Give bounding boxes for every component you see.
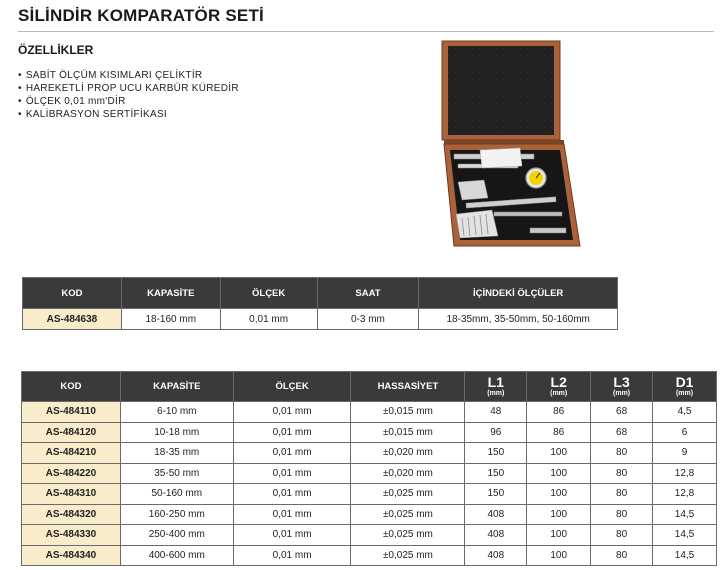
feature-item: • HAREKETLİ PROP UCU KARBÜR KÜREDİR bbox=[18, 82, 239, 95]
feature-item: • SABİT ÖLÇÜM KISIMLARI ÇELİKTİR bbox=[18, 69, 239, 82]
header-d1-unit: (mm) bbox=[675, 390, 694, 397]
header-l3 bbox=[591, 372, 653, 402]
table-row bbox=[22, 504, 717, 525]
cell-l2: 100 bbox=[527, 484, 591, 505]
cell-code: AS-484220 bbox=[22, 463, 121, 484]
cell-d1: 12,8 bbox=[653, 484, 717, 505]
table-row bbox=[22, 525, 717, 546]
cell-l3: 80 bbox=[591, 463, 653, 484]
header-kod: KOD bbox=[23, 278, 122, 309]
header-icindeki-olculer: İÇİNDEKİ ÖLÇÜLER bbox=[419, 278, 618, 309]
cell-kapasite: 18-35 mm bbox=[120, 443, 233, 464]
cell-l3: 80 bbox=[591, 443, 653, 464]
header-olcek: ÖLÇEK bbox=[233, 372, 351, 402]
cell-olcek: 0,01 mm bbox=[233, 504, 351, 525]
cell-d1: 12,8 bbox=[653, 463, 717, 484]
feature-item: • ÖLÇEK 0,01 mm'DİR bbox=[18, 95, 239, 108]
header-kapasite: KAPASİTE bbox=[120, 372, 233, 402]
cell-kapasite: 18-160 mm bbox=[121, 309, 220, 330]
header-l3-label: L3 bbox=[613, 374, 630, 390]
cell-olcek: 0,01 mm bbox=[233, 525, 351, 546]
features-list bbox=[18, 69, 239, 121]
table-row bbox=[22, 545, 717, 566]
cell-d1: 14,5 bbox=[653, 545, 717, 566]
set-summary-table bbox=[22, 277, 618, 330]
cell-kapasite: 250-400 mm bbox=[120, 525, 233, 546]
table-header-row bbox=[22, 372, 717, 402]
cell-l2: 86 bbox=[527, 402, 591, 423]
header-l2-unit: (mm) bbox=[550, 390, 568, 397]
table-row bbox=[22, 484, 717, 505]
header-l2-label: L2 bbox=[550, 374, 567, 390]
cell-hassasiyet: ±0,020 mm bbox=[351, 463, 465, 484]
cell-olcek: 0,01 mm bbox=[220, 309, 317, 330]
cell-d1: 6 bbox=[653, 422, 717, 443]
cell-olcek: 0,01 mm bbox=[233, 463, 351, 484]
cell-olcek: 0,01 mm bbox=[233, 484, 351, 505]
cell-l2: 100 bbox=[527, 443, 591, 464]
cell-d1: 9 bbox=[653, 443, 717, 464]
cell-hassasiyet: ±0,025 mm bbox=[351, 545, 465, 566]
cell-l3: 80 bbox=[591, 504, 653, 525]
cell-code: AS-484320 bbox=[22, 504, 121, 525]
cell-code: AS-484120 bbox=[22, 422, 121, 443]
header-l2 bbox=[527, 372, 591, 402]
header-l1 bbox=[465, 372, 527, 402]
cell-code: AS-484210 bbox=[22, 443, 121, 464]
cell-l1: 150 bbox=[465, 484, 527, 505]
table-header-row bbox=[23, 278, 618, 309]
cell-code: AS-484310 bbox=[22, 484, 121, 505]
cell-saat: 0-3 mm bbox=[317, 309, 419, 330]
table-row bbox=[23, 309, 618, 330]
cell-code: AS-484638 bbox=[23, 309, 122, 330]
cell-hassasiyet: ±0,025 mm bbox=[351, 484, 465, 505]
cell-hassasiyet: ±0,025 mm bbox=[351, 504, 465, 525]
cell-kapasite: 6-10 mm bbox=[120, 402, 233, 423]
cell-l1: 408 bbox=[465, 545, 527, 566]
cell-l3: 68 bbox=[591, 402, 653, 423]
cell-kapasite: 10-18 mm bbox=[120, 422, 233, 443]
header-olcek: ÖLÇEK bbox=[220, 278, 317, 309]
cell-hassasiyet: ±0,015 mm bbox=[351, 402, 465, 423]
cell-d1: 14,5 bbox=[653, 525, 717, 546]
comparator-case-photo bbox=[440, 40, 582, 248]
cell-d1: 14,5 bbox=[653, 504, 717, 525]
feature-item: • KALİBRASYON SERTİFİKASI bbox=[18, 108, 239, 121]
cell-olcek: 0,01 mm bbox=[233, 443, 351, 464]
cell-l2: 100 bbox=[527, 504, 591, 525]
cell-l3: 80 bbox=[591, 484, 653, 505]
table-row bbox=[22, 463, 717, 484]
cell-l2: 100 bbox=[527, 525, 591, 546]
cell-l2: 100 bbox=[527, 463, 591, 484]
table-row bbox=[22, 422, 717, 443]
cell-code: AS-484330 bbox=[22, 525, 121, 546]
cell-kapasite: 50-160 mm bbox=[120, 484, 233, 505]
cell-kapasite: 160-250 mm bbox=[120, 504, 233, 525]
cell-l3: 80 bbox=[591, 545, 653, 566]
cell-l1: 150 bbox=[465, 463, 527, 484]
page-title: SİLİNDİR KOMPARATÖR SETİ bbox=[18, 6, 264, 25]
cell-code: AS-484340 bbox=[22, 545, 121, 566]
cell-kapasite: 400-600 mm bbox=[120, 545, 233, 566]
table-row bbox=[22, 443, 717, 464]
header-d1-label: D1 bbox=[675, 374, 694, 390]
header-l1-unit: (mm) bbox=[487, 390, 505, 397]
cell-l2: 100 bbox=[527, 545, 591, 566]
cell-hassasiyet: ±0,015 mm bbox=[351, 422, 465, 443]
model-spec-table bbox=[21, 371, 717, 566]
cell-l3: 80 bbox=[591, 525, 653, 546]
cell-l1: 408 bbox=[465, 504, 527, 525]
header-hassasiyet: HASSASİYET bbox=[351, 372, 465, 402]
features-heading: ÖZELLİKLER bbox=[18, 43, 94, 57]
header-saat: SAAT bbox=[317, 278, 419, 309]
cell-olcek: 0,01 mm bbox=[233, 422, 351, 443]
cell-l2: 86 bbox=[527, 422, 591, 443]
header-l1-label: L1 bbox=[487, 374, 504, 390]
cell-icindeki-olculer: 18-35mm, 35-50mm, 50-160mm bbox=[419, 309, 618, 330]
cell-kapasite: 35-50 mm bbox=[120, 463, 233, 484]
header-l3-unit: (mm) bbox=[613, 390, 631, 397]
header-kapasite: KAPASİTE bbox=[121, 278, 220, 309]
cell-l1: 96 bbox=[465, 422, 527, 443]
cell-l1: 48 bbox=[465, 402, 527, 423]
table-row bbox=[22, 402, 717, 423]
cell-olcek: 0,01 mm bbox=[233, 402, 351, 423]
header-kod: KOD bbox=[22, 372, 121, 402]
cell-hassasiyet: ±0,020 mm bbox=[351, 443, 465, 464]
cell-d1: 4,5 bbox=[653, 402, 717, 423]
cell-code: AS-484110 bbox=[22, 402, 121, 423]
title-divider bbox=[18, 31, 714, 32]
cell-hassasiyet: ±0,025 mm bbox=[351, 525, 465, 546]
cell-l1: 150 bbox=[465, 443, 527, 464]
cell-l1: 408 bbox=[465, 525, 527, 546]
cell-olcek: 0,01 mm bbox=[233, 545, 351, 566]
cell-l3: 68 bbox=[591, 422, 653, 443]
header-d1 bbox=[653, 372, 717, 402]
